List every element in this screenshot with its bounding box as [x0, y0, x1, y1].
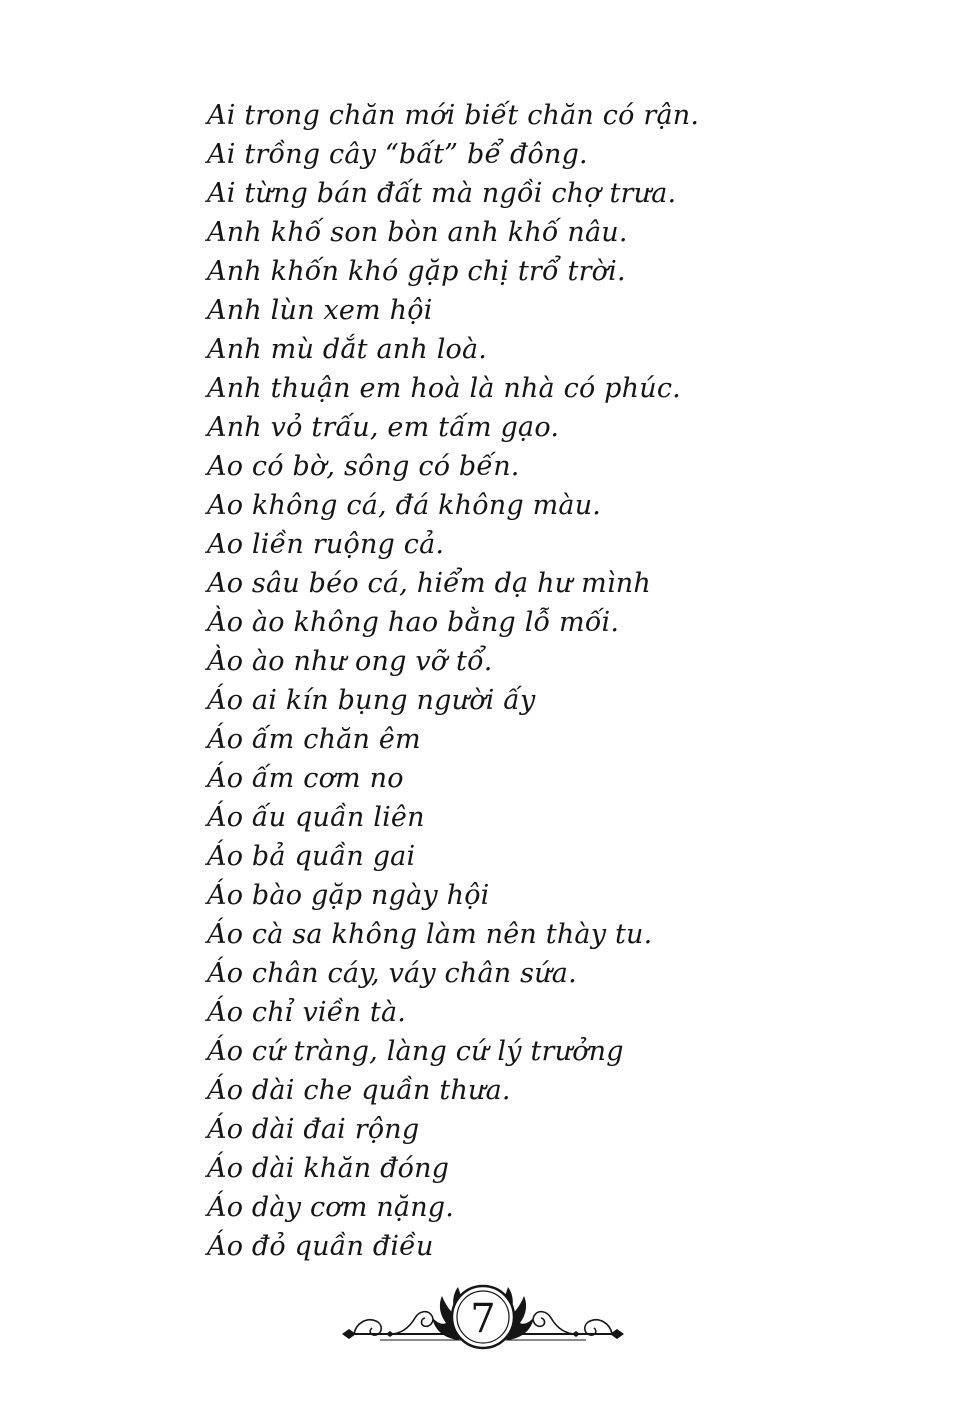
proverb-line: Ai trong chăn mới biết chăn có rận.: [207, 100, 700, 131]
proverb-line: Áo dài che quần thưa.: [207, 1075, 511, 1106]
proverb-line: Ai trồng cây “bất” bể đông.: [207, 139, 588, 170]
proverb-line: Áo bả quần gai: [207, 841, 416, 872]
proverb-line: Áo dày cơm nặng.: [207, 1192, 455, 1223]
proverb-line: Anh khố son bòn anh khố nâu.: [207, 217, 628, 248]
proverb-line: Áo cứ tràng, làng cứ lý trưởng: [207, 1036, 624, 1067]
proverb-line: Áo ấm chăn êm: [207, 724, 421, 755]
proverb-line: Ao sâu béo cá, hiểm dạ hư mình: [207, 568, 651, 599]
proverb-line: Áo chỉ viền tà.: [207, 997, 407, 1028]
proverb-line: Ao có bờ, sông có bến.: [207, 451, 520, 482]
proverb-line: Anh vỏ trấu, em tấm gạo.: [207, 412, 560, 443]
footer-flourish-graphic: [338, 1272, 628, 1372]
page-footer-ornament: [338, 1272, 628, 1372]
proverb-line: Áo dài đai rộng: [207, 1114, 420, 1145]
proverb-line: Áo đỏ quần điều: [207, 1231, 434, 1262]
proverb-line: Ao không cá, đá không màu.: [207, 490, 602, 521]
proverb-line: Anh lùn xem hội: [207, 295, 433, 326]
proverb-line: Áo cà sa không làm nên thày tu.: [207, 919, 653, 950]
proverb-line: Ào ào không hao bằng lỗ mối.: [207, 607, 620, 638]
proverb-line: Áo dài khăn đóng: [207, 1153, 450, 1184]
proverb-line: Ào ào như ong vỡ tổ.: [207, 646, 493, 677]
proverb-line: Anh khốn khó gặp chị trổ trời.: [207, 256, 626, 287]
proverb-line: Áo chân cáy, váy chân sứa.: [207, 958, 577, 989]
page-number: 7: [470, 1296, 496, 1342]
proverb-list: [207, 96, 827, 1266]
proverb-line: Áo ấm cơm no: [207, 763, 404, 794]
proverb-line: Áo bào gặp ngày hội: [207, 880, 490, 911]
proverb-line: Ai từng bán đất mà ngồi chợ trưa.: [207, 178, 677, 209]
proverb-line: Áo ai kín bụng người ấy: [207, 685, 536, 716]
proverb-line: Áo ấu quần liên: [207, 802, 425, 833]
proverb-line: Ao liền ruộng cả.: [207, 529, 445, 560]
proverb-line: Anh thuận em hoà là nhà có phúc.: [207, 373, 681, 404]
proverb-line: Anh mù dắt anh loà.: [207, 334, 488, 365]
